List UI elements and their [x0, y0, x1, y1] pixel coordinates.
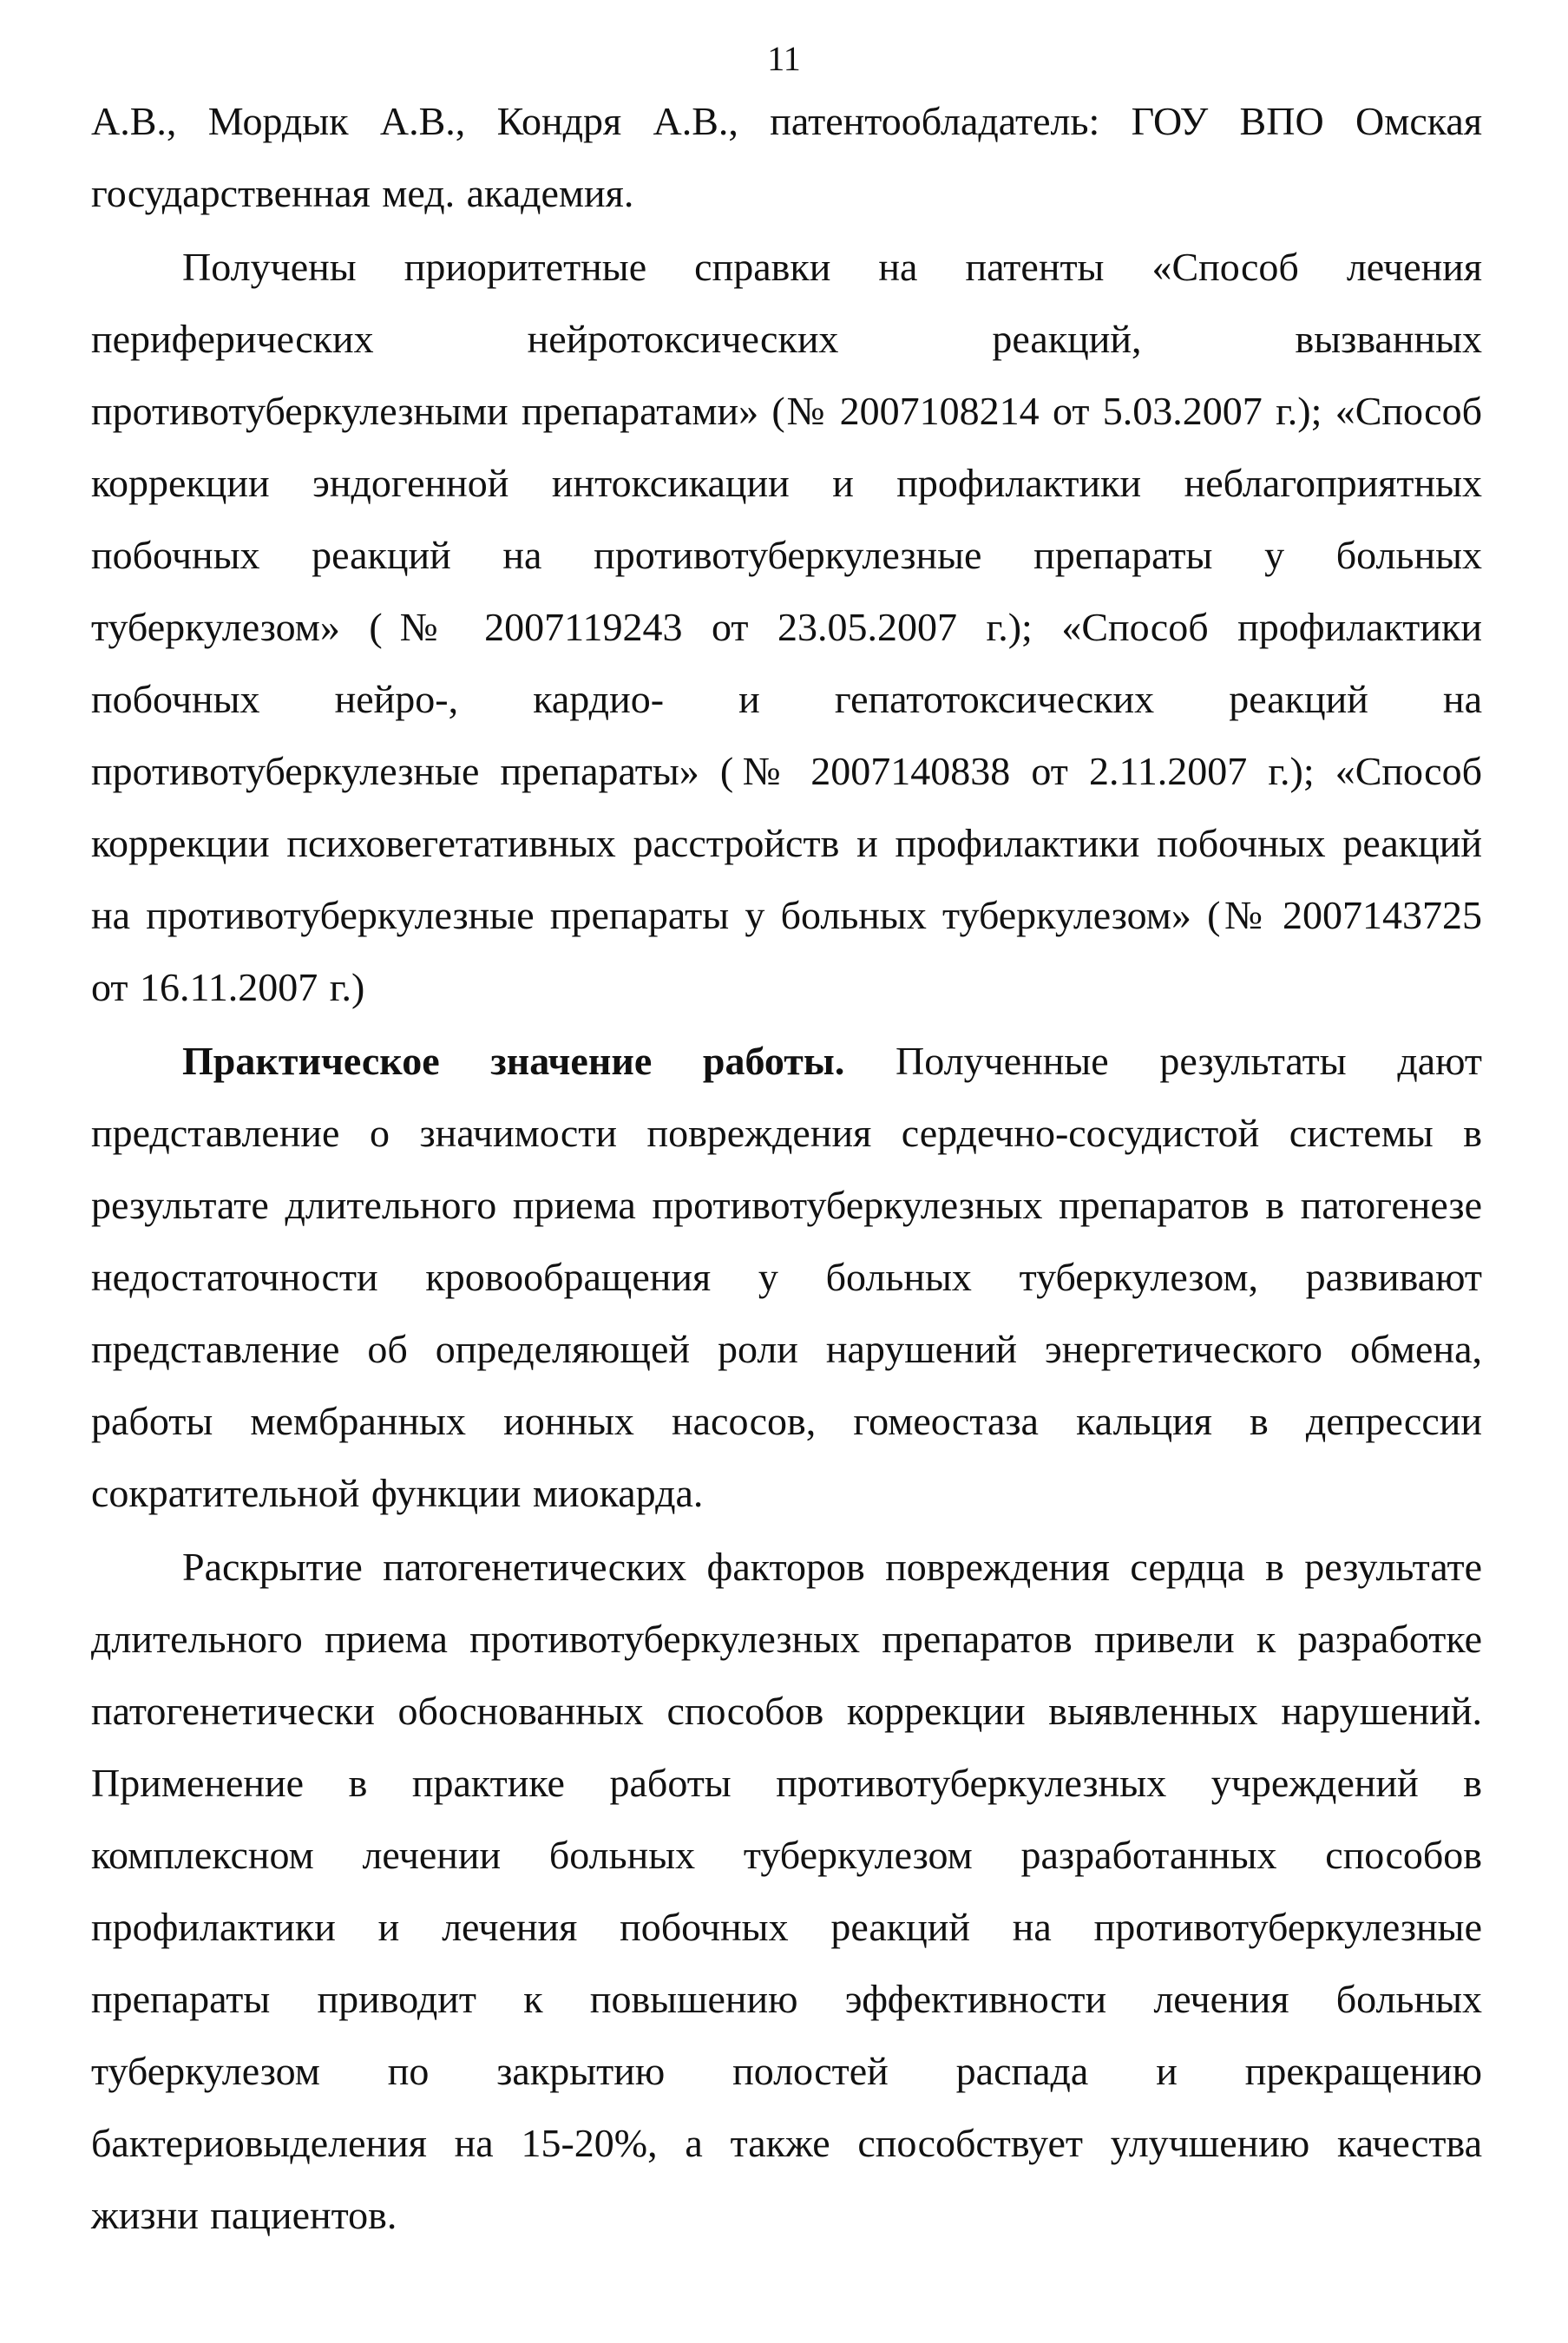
paragraph-priority-certificates: Получены приоритетные справки на патенты «Способ лечения периферических нейротоксических реакций, вызванных противотуберкулезными препаратами» (№ 2007108214 от 5.03.2007 г.); «Способ коррекции эндогенной интоксикации и профилактики неблагоприятных побочных реакций на противотуберкулезные препараты у больных туберкулезом» (№ 2007119243 от 23.05.2007 г.); «Способ профилактики побочных нейро-, кардио- и гепатотоксических реакций на противотуберкулезные препараты» (№ 2007140838 от 2.11.2007 г.); «Способ коррекции психовегетативных расстройств и профилактики побочных реакций на противотуберкулезные препараты у больных туберкулезом» (№ 2007143725 от 16.11.2007 г.)	[91, 245, 1482, 1009]
body-text	[91, 85, 1482, 2251]
page-number: 11	[767, 39, 801, 78]
paragraph-patent-holder: А.В., Мордык А.В., Кондря А.В., патентообладатель: ГОУ ВПО Омская государственная мед. академия.	[91, 99, 1482, 215]
paragraph-practical-significance	[91, 1025, 1482, 1529]
paragraph-pathogenetic-factors: Раскрытие патогенетических факторов повреждения сердца в результате длительного приема противотуберкулезных препаратов привели к разработке патогенетически обоснованных способов коррекции выявленных нарушений. Применение в практике работы противотуберкулезных учреждений в комплексном лечении больных туберкулезом разработанных способов профилактики и лечения побочных реакций на противотуберкулезные препараты приводит к повышению эффективности лечения больных туберкулезом по закрытию полостей распада и прекращению бактериовыделения на 15-20%, а также способствует улучшению качества жизни пациентов.	[91, 1545, 1482, 2237]
section-heading-practical-significance: Практическое значение работы.	[182, 1039, 845, 1083]
paragraph-practical-significance-text: Полученные результаты дают представление о значимости повреждения сердечно-сосудистой системы в результате длительного приема противотуберкулезных препаратов в патогенезе недостаточности кровообращения у больных туберкулезом, развивают представление об определяющей роли нарушений энергетического обмена, работы мембранных ионных насосов, гомеостаза кальция в депрессии сократительной функции миокарда.	[91, 1039, 1483, 1515]
